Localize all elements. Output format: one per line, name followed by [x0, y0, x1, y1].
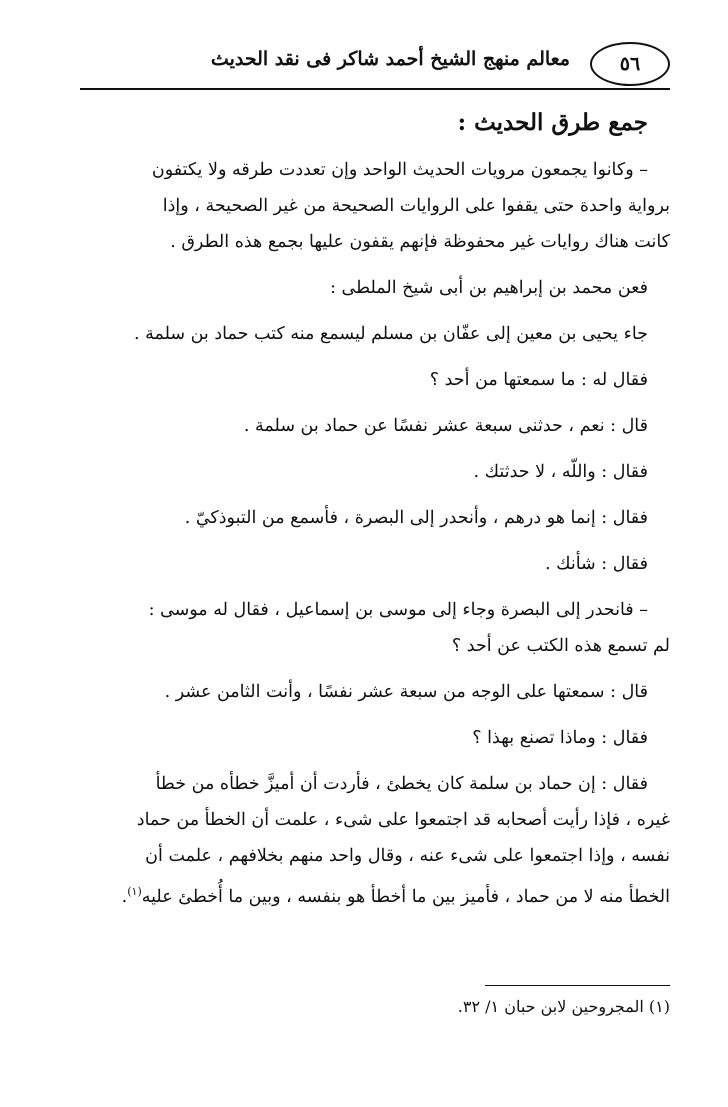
- paragraph-line: فقال : شأنك .: [544, 554, 648, 574]
- spacer: [80, 444, 670, 454]
- spacer: [80, 260, 670, 270]
- footnote-rule: [485, 985, 670, 986]
- section-heading: جمع طرق الحديث :: [457, 109, 648, 136]
- page-number: ٥٦: [590, 42, 670, 86]
- spacer: [80, 756, 670, 766]
- paragraph-line: فقال : واللّه ، لا حدثتك .: [473, 462, 648, 482]
- paragraph-line: غيره ، فإذا رأيت أصحابه قد اجتمعوا على شىء ، علمت أن الخطأ من حماد: [136, 810, 670, 830]
- footnote-marker: (١): [127, 885, 142, 898]
- paragraph-line-text: الخطأ منه لا من حماد ، فأميز بين ما أخطأ هو بنفسه ، وبين ما أُخطئ عليه: [141, 886, 670, 907]
- spacer: [80, 664, 670, 674]
- paragraph-line: جاء يحيى بن معين إلى عفّان بن مسلم ليسمع منه كتب حماد بن سلمة .: [133, 324, 648, 344]
- paragraph-line: فقال : وماذا تصنع بهذا ؟: [472, 728, 648, 748]
- paragraph-line: فقال له : ما سمعتها من أحد ؟: [429, 370, 648, 390]
- spacer: [80, 536, 670, 546]
- page-header: [80, 40, 670, 88]
- paragraph-line: نفسه ، وإذا اجتمعوا على شىء عنه ، وقال واحد منهم بخلافهم ، علمت أن: [145, 846, 670, 866]
- spacer: [80, 582, 670, 592]
- paragraph-line: – فانحدر إلى البصرة وجاء إلى موسى بن إسماعيل ، فقال له موسى :: [148, 600, 648, 620]
- running-title: معالم منهج الشيخ أحمد شاكر فى نقد الحديث: [210, 48, 570, 70]
- paragraph-line-with-footnote: الخطأ منه لا من حماد ، فأميز بين ما أخطأ هو بنفسه ، وبين ما أُخطئ عليه$^{(١)}$.: [121, 885, 670, 907]
- footnote: (١) المجروحين لابن حبان ١/ ٣٢.: [457, 997, 670, 1016]
- paragraph-line: فعن محمد بن إبراهيم بن أبى شيخ الملطى :: [330, 278, 648, 298]
- paragraph-line: قال : سمعتها على الوجه من سبعة عشر نفسًا ، وأنت الثامن عشر .: [164, 682, 648, 702]
- paragraph-line: قال : نعم ، حدثنى سبعة عشر نفسًا عن حماد بن سلمة .: [243, 416, 648, 436]
- spacer: [80, 306, 670, 316]
- header-rule: [80, 88, 670, 90]
- paragraph-line: كانت هناك روايات غير محفوظة فإنهم يقفون عليها بجمع هذه الطرق .: [170, 232, 670, 252]
- spacer: [80, 352, 670, 362]
- paragraph-line: لم تسمع هذه الكتب عن أحد ؟: [451, 636, 670, 656]
- page-body: [80, 100, 670, 915]
- paragraph-line: فقال : إن حماد بن سلمة كان يخطئ ، فأردت أن أميزَّ خطأه من خطأ: [155, 774, 648, 794]
- paragraph-line: فقال : إنما هو درهم ، وأنحدر إلى البصرة ، فأسمع من التبوذكيّ .: [184, 508, 648, 528]
- paragraph-line: برواية واحدة حتى يقفوا على الروايات الصحيحة من غير الصحيحة ، وإذا: [162, 196, 670, 216]
- spacer: [80, 490, 670, 500]
- paragraph-line: – وكانوا يجمعون مرويات الحديث الواحد وإن تعددت طرقه ولا يكتفون: [151, 160, 648, 180]
- spacer: [80, 398, 670, 408]
- spacer: [80, 710, 670, 720]
